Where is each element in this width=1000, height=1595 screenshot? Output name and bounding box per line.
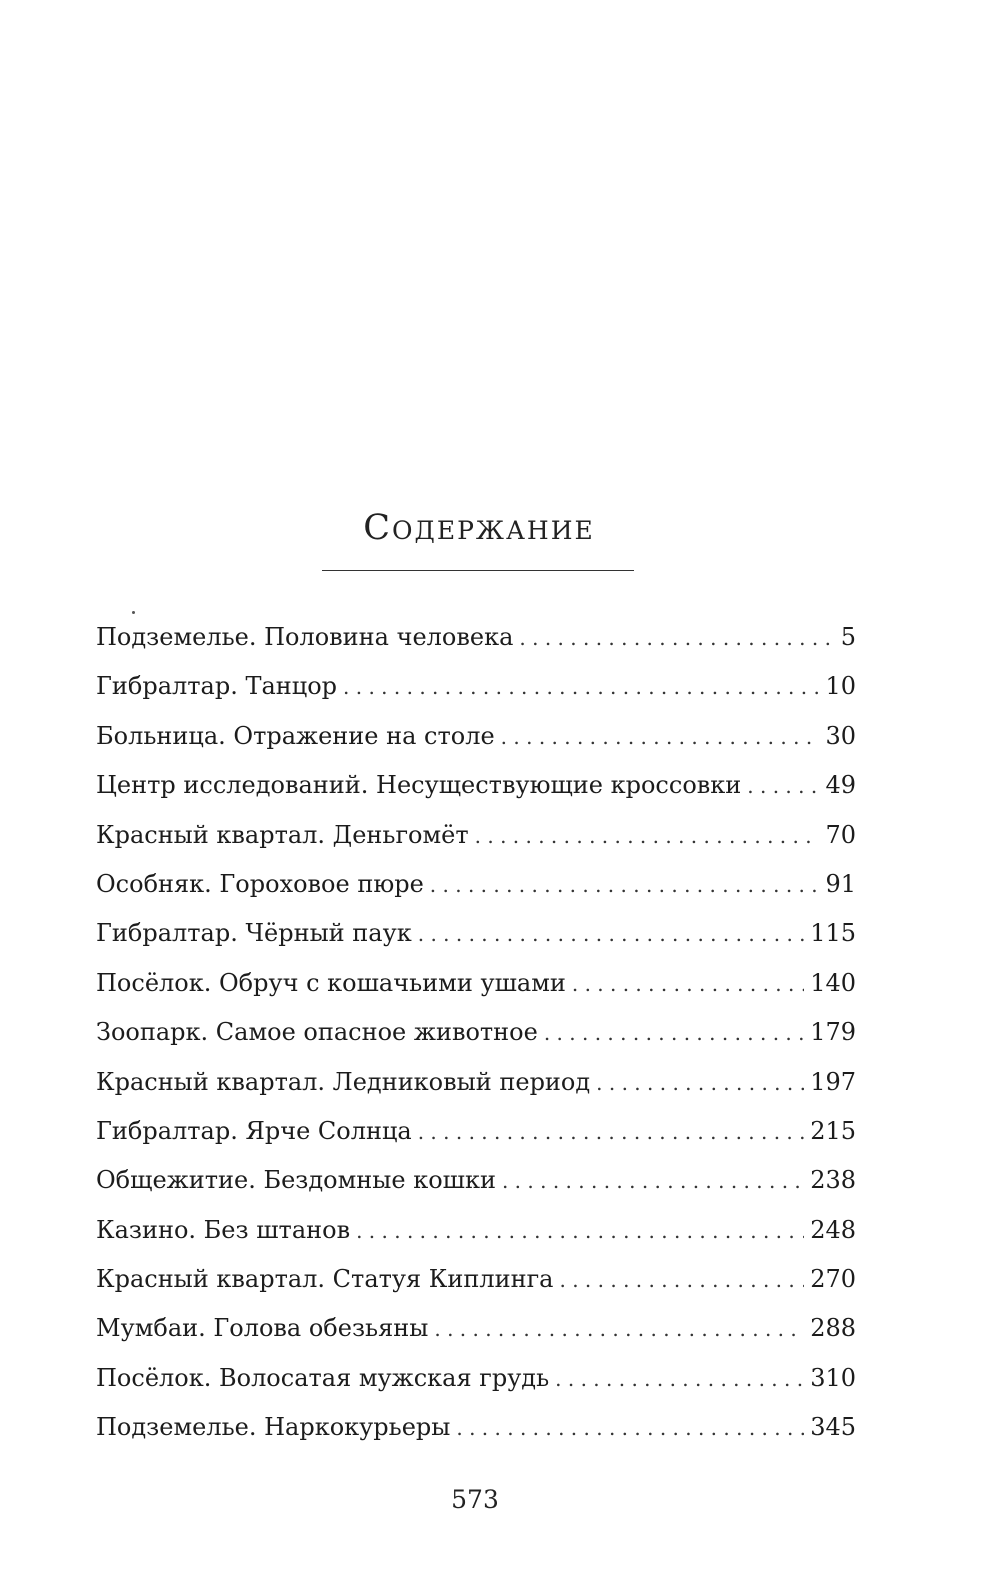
title-underline bbox=[322, 570, 634, 571]
toc-entry bbox=[96, 1216, 856, 1265]
toc-entry-page: 215 bbox=[810, 1116, 856, 1145]
dot-leader bbox=[456, 1416, 804, 1440]
toc-entry bbox=[96, 969, 856, 1018]
toc-entry-title: Гибралтар. Чёрный паук bbox=[96, 919, 412, 948]
toc-entry-page: 70 bbox=[825, 820, 856, 849]
toc-entry bbox=[96, 1364, 856, 1413]
toc-entry-page: 30 bbox=[825, 721, 856, 750]
toc-entry-title: Красный квартал. Ледниковый период bbox=[96, 1067, 591, 1096]
toc-entry-page: 10 bbox=[825, 672, 856, 701]
toc-entry-page: 49 bbox=[825, 771, 856, 800]
page-title: Содержание bbox=[363, 508, 595, 548]
dot-leader bbox=[560, 1268, 805, 1292]
toc-entry bbox=[96, 919, 856, 968]
dot-leader bbox=[747, 774, 819, 798]
toc-entry-page: 179 bbox=[810, 1018, 856, 1047]
toc-entry-page: 140 bbox=[810, 968, 856, 997]
dot-leader bbox=[572, 972, 804, 996]
toc-entry-title: Больница. Отражение на столе bbox=[96, 721, 495, 750]
dot-leader bbox=[501, 725, 820, 749]
toc-entry-title: Посёлок. Волосатая мужская грудь bbox=[96, 1363, 550, 1392]
toc-entry-title: Мумбаи. Голова обезьяны bbox=[96, 1314, 429, 1343]
toc-entry-title: Зоопарк. Самое опасное животное bbox=[96, 1018, 538, 1047]
toc-entry-title: Гибралтар. Ярче Солнца bbox=[96, 1116, 412, 1145]
dot-leader bbox=[430, 873, 820, 897]
dot-leader bbox=[356, 1219, 804, 1243]
toc-entry-page: 115 bbox=[810, 919, 856, 948]
toc-entry-title: Красный квартал. Деньгомёт bbox=[96, 820, 469, 849]
toc-entry bbox=[96, 821, 856, 870]
toc-entry bbox=[96, 672, 856, 721]
toc-entry-page: 345 bbox=[810, 1413, 856, 1442]
toc-entry-title: Казино. Без штанов bbox=[96, 1215, 351, 1244]
toc-entry-page: 238 bbox=[810, 1166, 856, 1195]
toc-entry-page: 248 bbox=[810, 1215, 856, 1244]
toc-entry bbox=[96, 1314, 856, 1363]
dot-leader bbox=[475, 824, 820, 848]
dot-leader bbox=[343, 675, 819, 699]
page-number: 573 bbox=[451, 1485, 499, 1514]
toc-entry-title: Подземелье. Наркокурьеры bbox=[96, 1413, 451, 1442]
dot-leader bbox=[519, 626, 830, 650]
toc-entry-title: Подземелье. Половина человека bbox=[96, 623, 514, 651]
toc-entry-title: Общежитие. Бездомные кошки bbox=[96, 1166, 496, 1195]
toc-entry-page: 310 bbox=[810, 1363, 856, 1392]
toc-entry-title: Гибралтар. Танцор bbox=[96, 672, 338, 701]
toc-entry bbox=[96, 1413, 856, 1462]
toc-entry bbox=[96, 771, 856, 820]
dot-leader bbox=[596, 1071, 804, 1095]
dot-leader bbox=[502, 1169, 804, 1193]
toc-entry-page: 270 bbox=[810, 1265, 856, 1294]
dot-leader bbox=[418, 922, 804, 946]
toc-entry-page: 5 bbox=[840, 623, 856, 651]
toc-entry-title: Красный квартал. Статуя Киплинга bbox=[96, 1265, 554, 1294]
toc-entry-page: 197 bbox=[810, 1067, 856, 1096]
print-speck bbox=[132, 611, 135, 614]
toc-entry bbox=[96, 1117, 856, 1166]
dot-leader bbox=[544, 1021, 804, 1045]
dot-leader bbox=[434, 1317, 804, 1341]
toc-entry bbox=[96, 1018, 856, 1067]
dot-leader bbox=[555, 1367, 804, 1391]
toc-entry bbox=[96, 1068, 856, 1117]
toc-entry-title: Центр исследований. Несуществующие кроссовки bbox=[96, 771, 742, 800]
toc-entry bbox=[96, 722, 856, 771]
toc-entry-title: Посёлок. Обруч с кошачьими ушами bbox=[96, 968, 566, 997]
toc-entry-title: Особняк. Гороховое пюре bbox=[96, 869, 424, 898]
table-of-contents bbox=[96, 623, 856, 1463]
toc-entry bbox=[96, 870, 856, 919]
toc-entry-page: 288 bbox=[810, 1314, 856, 1343]
dot-leader bbox=[418, 1120, 804, 1144]
toc-entry bbox=[96, 1265, 856, 1314]
toc-entry bbox=[96, 623, 856, 672]
toc-entry bbox=[96, 1166, 856, 1215]
toc-entry-page: 91 bbox=[825, 869, 856, 898]
